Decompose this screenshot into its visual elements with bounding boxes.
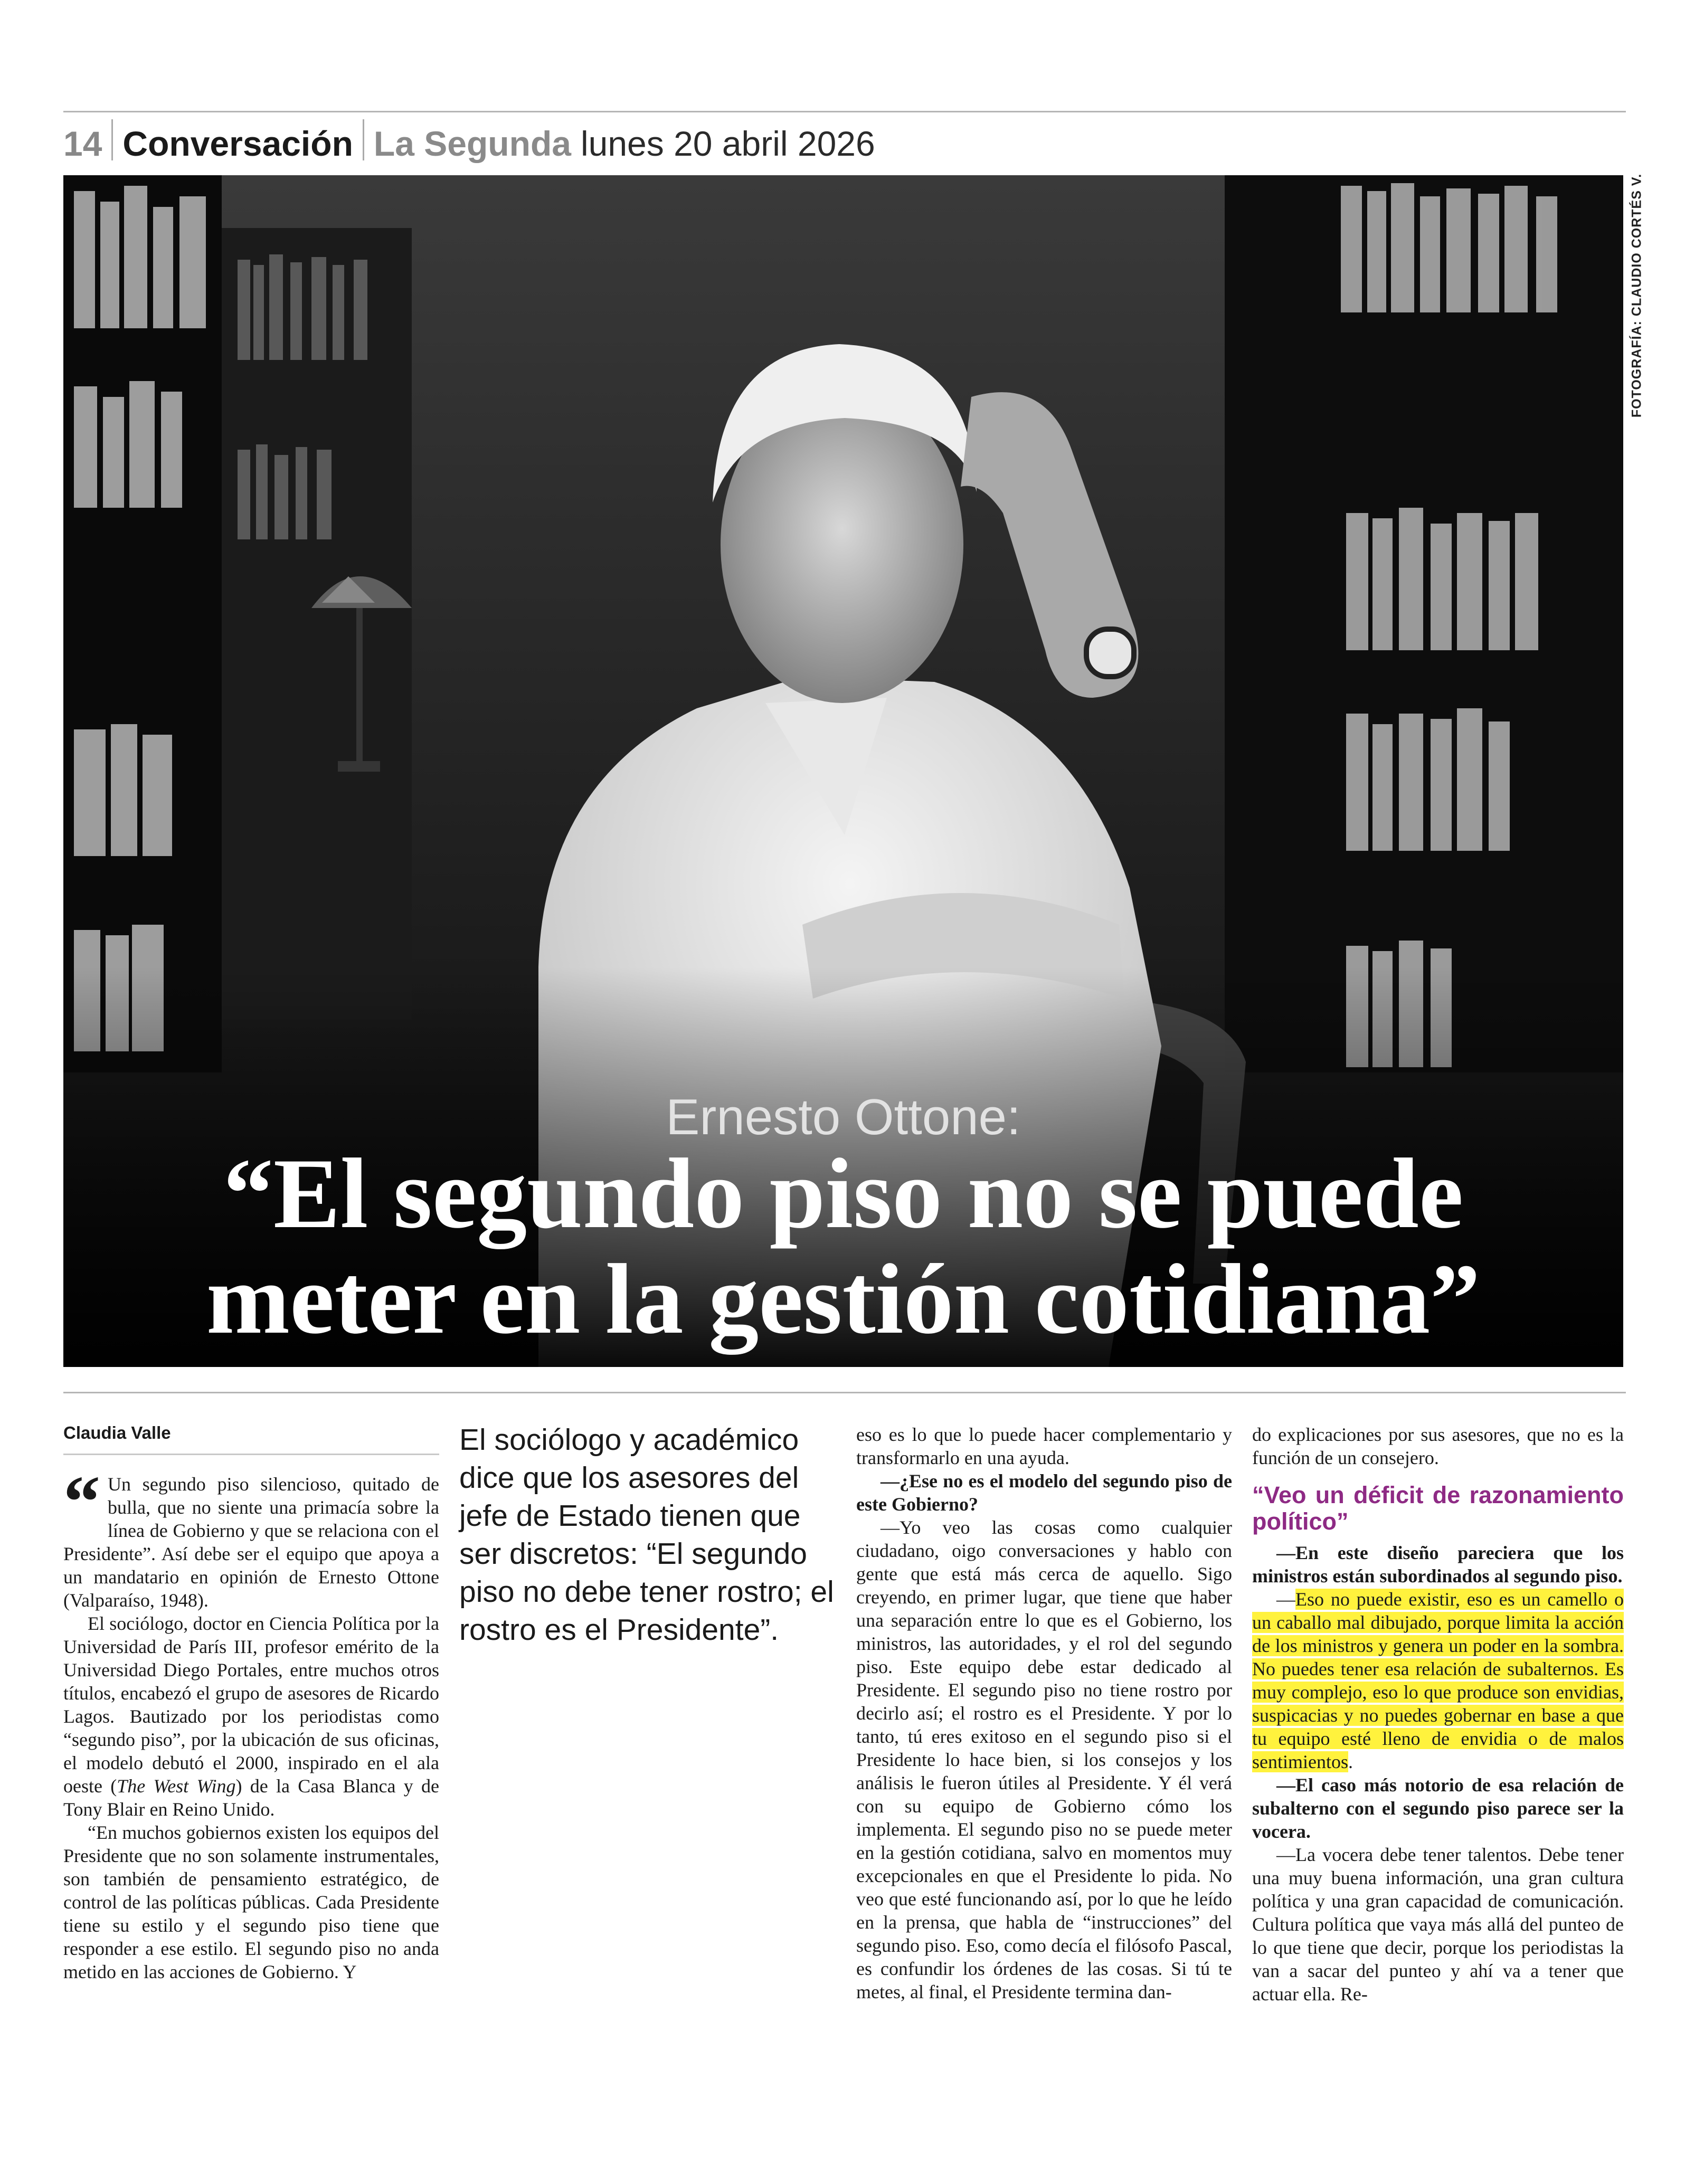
headline-line-2: meter en la gestión cotidiana” [206,1244,1481,1355]
paragraph: “En muchos gobiernos existen los equipos del Presidente que no son solamente instrumentales, son también de pensamiento estratégico, de control de las políticas públicas. Cada Presidente tiene su estilo y el segundo piso tiene que responder a ese estilo. El segundo piso no anda metido en las acciones de Gobierno. Y [63,1822,439,1982]
paragraph-text: ) de la Casa Blanca y de Tony Blair en Reino Unido. [63,1775,439,1820]
page-number: 14 [63,124,102,163]
interview-question: —En este diseño pareciera que los ministros están subordinados al segundo piso. [1252,1542,1624,1587]
interview-answer: —La vocera debe tener talentos. Debe tener una muy buena información, una gran cultura política y una gran capacidad de comunicación. Cultura política que vaya más allá del punteo de lo que tiene que decir, porque los periodistas la van a sacar del punteo y ahí va a tener que actuar ella. Re- [1252,1844,1624,2005]
paragraph: do explicaciones por sus asesores, que no es la función de un consejero. [1252,1424,1624,1468]
opening-quote-icon: “ [63,1461,100,1543]
highlighted-text: Eso no puede existir, eso es un camello o un caballo mal dibujado, porque limita la acción de los ministros y genera un poder en la sombra. No puedes tener esa relación de subalternos. Es muy complejo, eso lo que produce son envidias, suspicacias y no puedes gobernar en base a que tu equipo esté lleno de envidia o de malos sentimientos [1252,1589,1624,1772]
opening-paragraph [63,1461,439,1612]
paragraph [63,1612,439,1821]
lede-summary: El sociólogo y académico dice que los asesores del jefe de Estado tienen que ser discretos: “El segundo piso no debe tener rostro; el rostro es el Presidente”. [459,1423,834,1647]
issue-date: lunes 20 abril 2026 [580,124,875,163]
article-column-1 [63,1461,439,1983]
photo-credit [1629,173,1645,418]
section-rule [63,1392,1626,1393]
subheading: “Veo un déficit de razonamiento político” [1252,1482,1624,1535]
photo-credit-text: FOTOGRAFÍA: CLAUDIO CORTÉS V. [1629,173,1644,418]
article-column-4 [1252,1423,1624,2006]
lead-photo [63,175,1623,1367]
headline-line-1: “El segundo piso no se puede [223,1138,1464,1249]
interview-answer [1252,1588,1624,1773]
section-name: Conversación [122,124,353,163]
page-header [63,119,875,161]
interview-answer: —Yo veo las cosas como cualquier ciudadano, oigo conversaciones y hablo con gente que está más cerca de aquello. Sigo creyendo, en primer lugar, que tiene que haber una separación entre lo que es el Gobierno, los ministros, las autoridades, y el rol del segundo piso. Este equipo debe estar dedicado al Presidente. El segundo piso no tiene rostro por decirlo así; el rostro es el Presidente. Y por lo tanto, tú eres exitoso en el segundo piso si el Presidente lo hace bien, si los consejos y los análisis le fueron útiles al Presidente. Y él verá con su equipo de Gobierno cómo los implementa. El segundo piso no se puede meter en la gestión cotidiana, salvo en momentos muy excepcionales en que el Presidente lo pida. No veo que esté funcionando así, por lo que he leído en la prensa, que habla de “instrucciones” del segundo piso. Eso, como decía el filósofo Pascal, es confundir los órdenes de las cosas. Si tú te metes, al final, el Presidente termina dan- [856,1517,1232,2002]
paragraph: eso es lo que lo puede hacer complementario y transformarlo en una ayuda. [856,1424,1232,1468]
byline-rule [63,1454,439,1455]
header-divider [111,119,113,160]
interview-question: —¿Ese no es el modelo del segundo piso de este Gobierno? [856,1470,1232,1515]
article-column-3 [856,1423,1232,2003]
interview-question: —El caso más notorio de esa relación de subalterno con el segundo piso parece ser la vocera. [1252,1774,1624,1842]
headline [63,1138,1623,1355]
headline-kicker: Ernesto Ottone: [666,1089,1021,1145]
paragraph-text: El sociólogo, doctor en Ciencia Política por la Universidad de París III, profesor emérito de la Universidad Diego Portales, entre muchos otros títulos, encabezó el grupo de asesores de Ricardo Lagos. Bautizado por los periodistas como “segundo piso”, por la ubicación de sus oficinas, el modelo debutó el 2000, inspirado en el ala oeste ( [63,1613,439,1797]
paragraph-text: Un segundo piso silencioso, quitado de bulla, que no siente una primacía sobre la línea de Gobierno y que se relaciona con el Presidente”. Así debe ser el equipo que apoya a un mandatario en opinión de Ernesto Ottone (Valparaíso, 1948). [63,1474,439,1611]
italic-title: The West Wing [117,1775,236,1797]
answer-dash: — [1276,1589,1295,1610]
newspaper-name: La Segunda [373,124,571,163]
answer-end: . [1348,1751,1353,1772]
header-divider [363,119,364,160]
byline: Claudia Valle [63,1423,171,1442]
header-top-rule [63,111,1626,112]
